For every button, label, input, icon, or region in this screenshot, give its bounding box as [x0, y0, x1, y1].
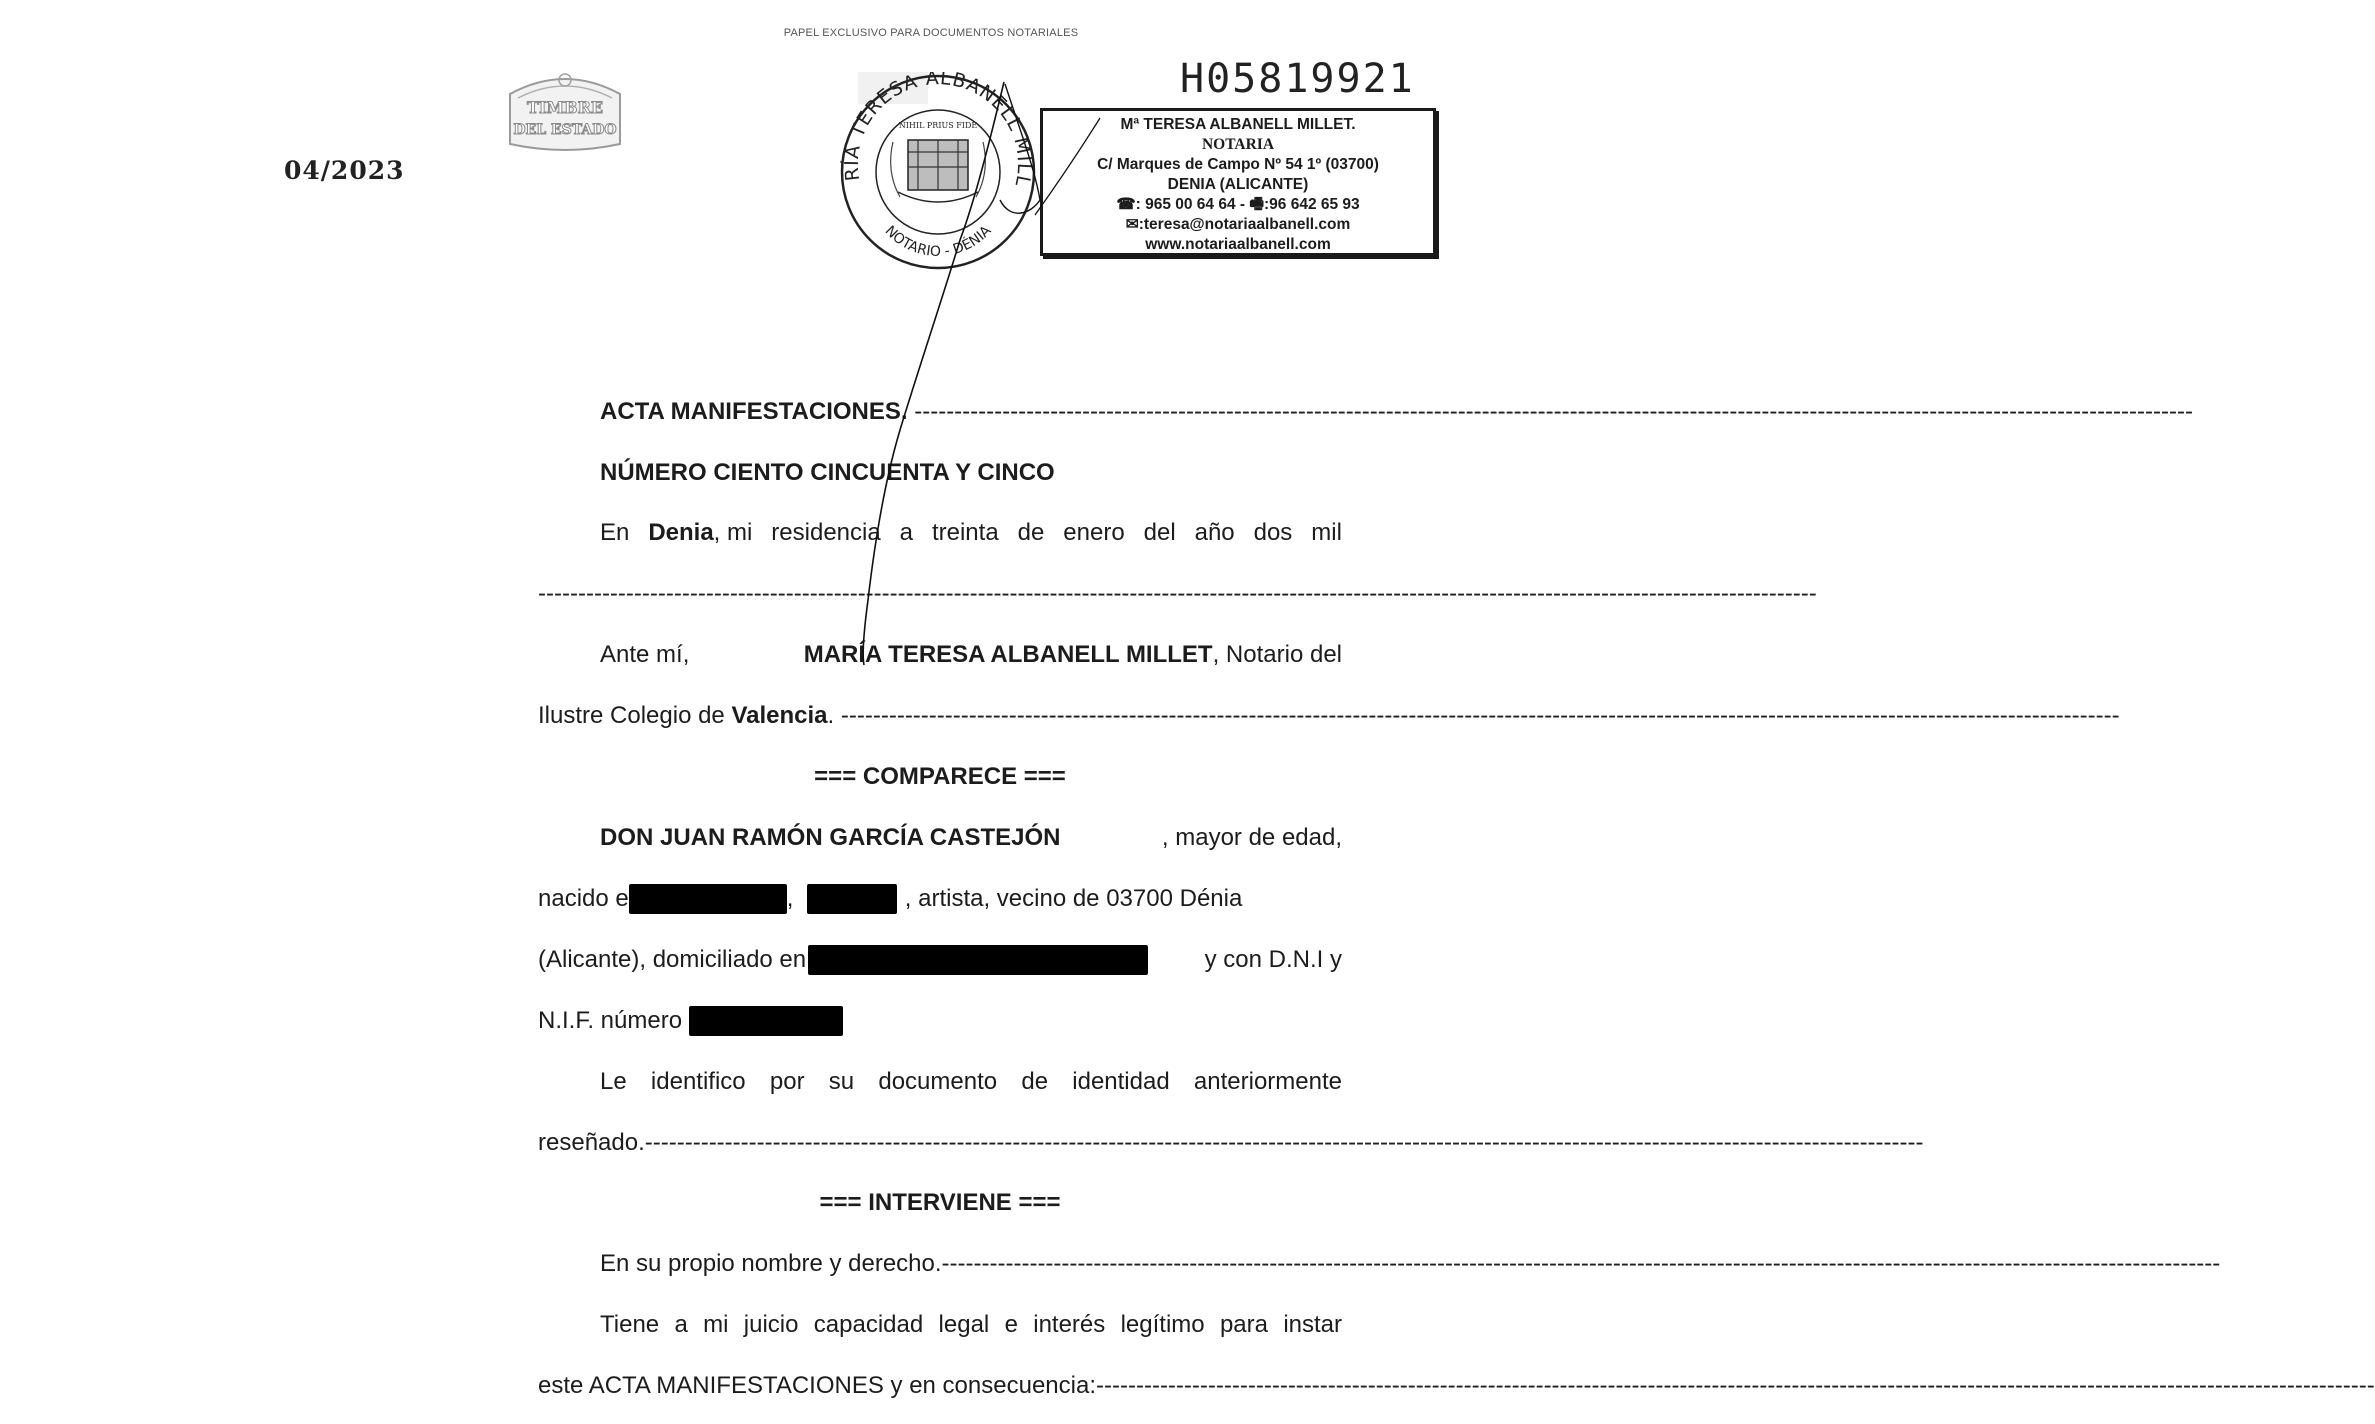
redacted-block [629, 884, 787, 914]
title: ACTA MANIFESTACIONES. [600, 398, 908, 425]
comparece-heading [538, 762, 1342, 792]
filler-dashes: ---------------------------------------------------------------------------------------------------------------------------------------------------------------- [941, 1250, 2221, 1277]
redacted-block [807, 884, 897, 914]
filler-dashes: ---------------------------------------------------------------------------------------------------------------------------------------------------------------- [914, 398, 2193, 425]
identification-text: Le identifico por su documento de identidad anteriormente [600, 1068, 1342, 1095]
notary-phones: ☎: 965 00 64 64 - 🖷:96 642 65 93 [1116, 196, 1360, 213]
date-place-line [538, 518, 1342, 548]
id-label: y con D.N.I y [1204, 946, 1342, 973]
address-line [538, 945, 1342, 975]
word: del [1143, 519, 1176, 546]
seal-ring-text: RÍA TERESA ALBANELL MILL [840, 72, 1036, 190]
timbre-del-estado-emblem [500, 64, 630, 156]
notary-address: C/ Marques de Campo Nº 54 1º (03700) [1097, 156, 1379, 173]
timbre-line2: DEL ESTADO [513, 122, 617, 138]
section-heading: === INTERVIENE === [819, 1189, 1061, 1216]
college-line [538, 701, 2120, 731]
interviene-heading [538, 1188, 1342, 1218]
address-label: (Alicante), domiciliado en [538, 946, 807, 973]
consequence-line [538, 1371, 2375, 1401]
birth-label: nacido e [538, 885, 629, 912]
document-number: H05819921 [1180, 56, 1415, 102]
seal-bottom-text: NOTARIO - DÉNIA [881, 222, 995, 261]
filler-dashes: ---------------------------------------------------------------------------------------------------------------------------------------------------------------- [538, 580, 1817, 607]
notary-role: , Notario del [1212, 641, 1342, 668]
before-label: Ante mí, [600, 641, 690, 668]
notary-name: Mª TERESA ALBANELL MILLET. [1120, 116, 1356, 133]
college-name: Valencia [731, 702, 828, 729]
year-line [538, 579, 1817, 609]
appearing-party-line [538, 823, 1342, 853]
notary-seal [838, 72, 1038, 272]
capacity-text: Tiene a mi juicio capacidad legal e interés legítimo para instar [600, 1311, 1342, 1338]
capacity-line [538, 1310, 1342, 1340]
age-statement: , mayor de edad, [1161, 824, 1342, 851]
reviewed-text: reseñado. [538, 1129, 645, 1156]
word: enero [1063, 519, 1125, 546]
word: treinta [931, 519, 999, 546]
college-text: Ilustre Colegio de [538, 702, 725, 729]
occupation-residence: , artista, vecino de 03700 Dénia [904, 885, 1243, 912]
seal-motto: NIHIL PRIUS FIDE [898, 121, 978, 130]
redacted-block [808, 945, 1148, 975]
word: En [600, 519, 630, 546]
word: residencia [771, 519, 881, 546]
notary-title: NOTARIA [1201, 136, 1275, 153]
word: dos [1253, 519, 1293, 546]
timbre-line1: TIMBRE [526, 98, 604, 117]
punctuation: . [827, 702, 835, 729]
punctuation: , [786, 885, 794, 912]
nif-line [538, 1006, 1342, 1036]
word: año [1194, 519, 1235, 546]
date-code: 04/2023 [284, 156, 405, 185]
word: mil [1311, 519, 1342, 546]
notary-city: DENIA (ALICANTE) [1167, 176, 1309, 193]
filler-dashes: ---------------------------------------------------------------------------------------------------------------------------------------------------------------- [840, 702, 2120, 729]
filler-dashes: ---------------------------------------------------------------------------------------------------------------------------------------------------------------- [644, 1129, 1924, 1156]
section-heading: === COMPARECE === [814, 763, 1066, 790]
before-notary-line [538, 640, 1342, 670]
redacted-block [689, 1006, 843, 1036]
notary-email: ✉:teresa@notariaalbanell.com [1125, 216, 1351, 233]
notary-web: www.notariaalbanell.com [1145, 236, 1331, 253]
title-line [538, 397, 2193, 427]
consequence-text: este ACTA MANIFESTACIONES y en consecuencia: [538, 1372, 1096, 1399]
filler-dashes: ---------------------------------------------------------------------------------------------------------------------------------------------------------------- [1096, 1372, 2375, 1399]
word: , mi [713, 519, 753, 546]
notary-info-box [1040, 108, 1436, 256]
own-name-line [538, 1249, 2221, 1279]
notary-full-name: MARÍA TERESA ALBANELL MILLET [803, 641, 1213, 668]
word: a [899, 519, 914, 546]
word: de [1017, 519, 1045, 546]
document-number-line [538, 458, 1342, 488]
paper-notice: PAPEL EXCLUSIVO PARA DOCUMENTOS NOTARIALES [783, 27, 1079, 39]
place-name: Denia [648, 519, 714, 546]
appearing-party-name: DON JUAN RAMÓN GARCÍA CASTEJÓN [600, 824, 1061, 851]
reviewed-line [538, 1128, 1924, 1158]
own-name-text: En su propio nombre y derecho. [600, 1250, 942, 1277]
document-number-text: NÚMERO CIENTO CINCUENTA Y CINCO [600, 459, 1055, 486]
nif-label: N.I.F. número [538, 1007, 683, 1034]
identification-line [538, 1067, 1342, 1097]
birth-line [538, 884, 1342, 914]
